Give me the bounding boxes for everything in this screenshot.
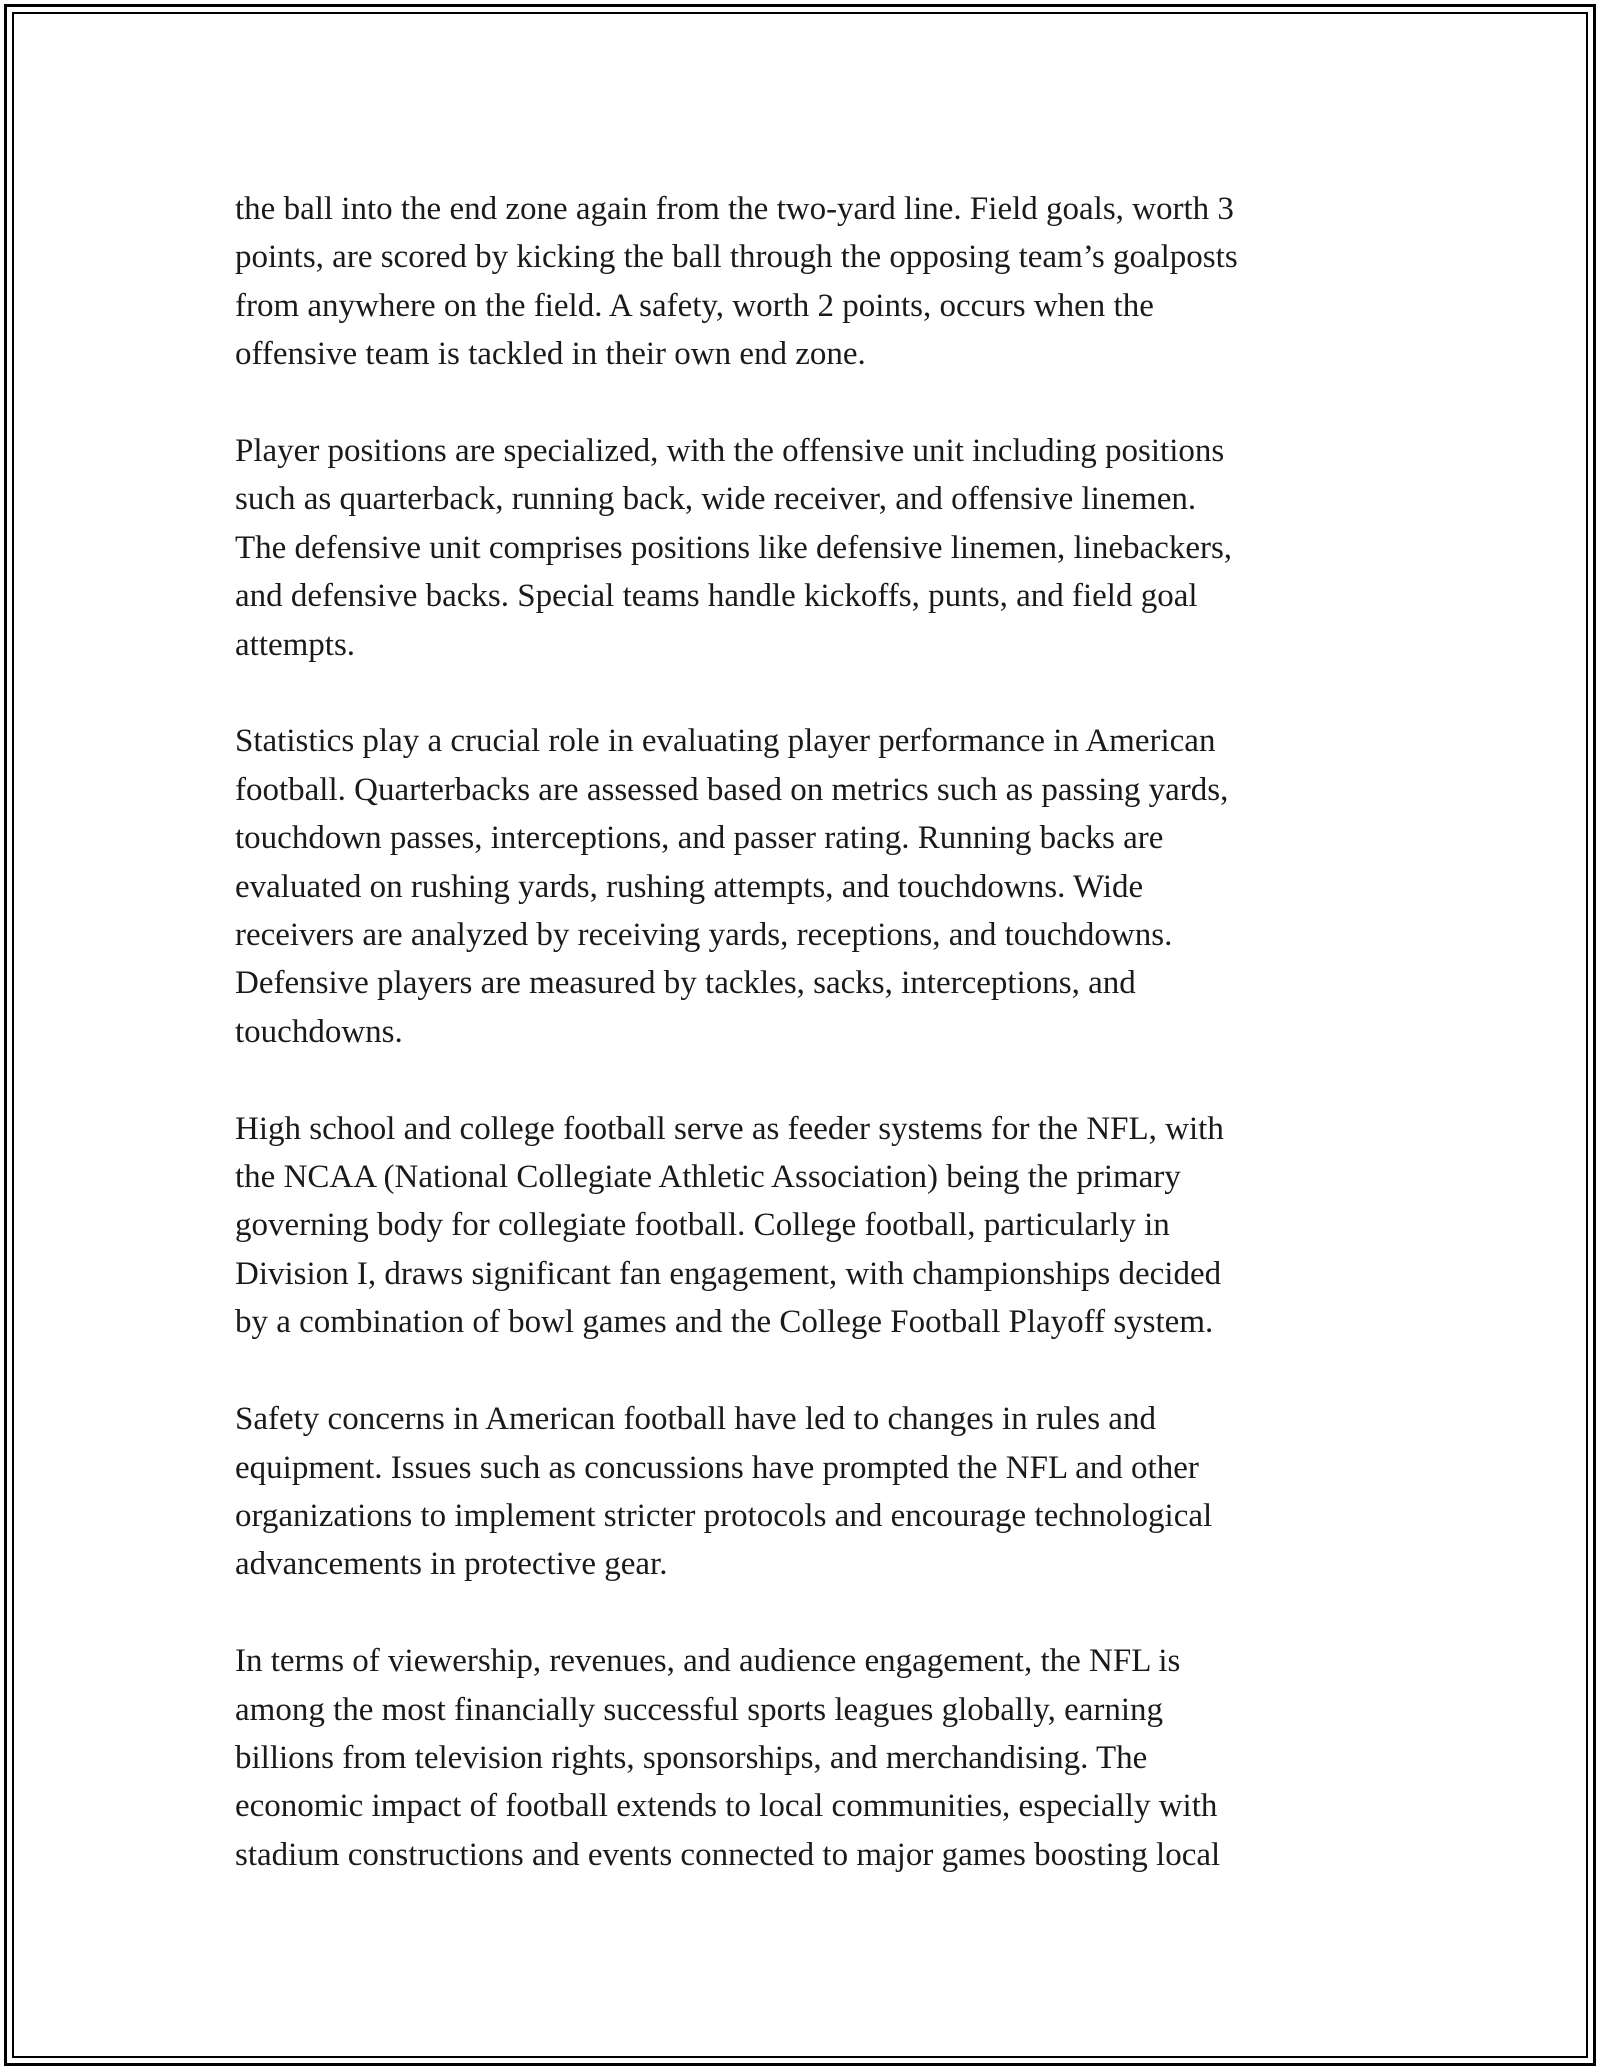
text-line: by a combination of bowl games and the College Football Playoff system. [235, 1304, 1214, 1341]
text-line: stadium constructions and events connected to major games boosting local [235, 1836, 1221, 1873]
text-line: among the most financially successful sports leagues globally, earning [235, 1691, 1164, 1728]
text-line: football. Quarterbacks are assessed based on metrics such as passing yards, [235, 771, 1229, 808]
paragraph-feeder-systems [235, 1105, 1365, 1347]
text-line: evaluated on rushing yards, rushing attempts, and touchdowns. Wide [235, 868, 1144, 905]
text-line: such as quarterback, running back, wide receiver, and offensive linemen. [235, 481, 1197, 518]
text-line: In terms of viewership, revenues, and audience engagement, the NFL is [235, 1643, 1181, 1680]
text-line: offensive team is tackled in their own end zone. [235, 336, 866, 373]
text-line: advancements in protective gear. [235, 1546, 668, 1583]
text-line: governing body for collegiate football. College football, particularly in [235, 1207, 1170, 1244]
text-line: and defensive backs. Special teams handle kickoffs, punts, and field goal [235, 578, 1198, 615]
text-line: receivers are analyzed by receiving yards, receptions, and touchdowns. [235, 917, 1173, 954]
text-line: from anywhere on the field. A safety, worth 2 points, occurs when the [235, 287, 1154, 324]
text-line: Safety concerns in American football have led to changes in rules and [235, 1401, 1156, 1438]
paragraph-player-positions [235, 427, 1365, 669]
text-line: equipment. Issues such as concussions have prompted the NFL and other [235, 1449, 1199, 1486]
text-line: Player positions are specialized, with the offensive unit including positions [235, 433, 1225, 470]
text-line: Defensive players are measured by tackles, sacks, interceptions, and [235, 965, 1136, 1002]
text-line: economic impact of football extends to local communities, especially with [235, 1788, 1218, 1825]
text-line: High school and college football serve as feeder systems for the NFL, with [235, 1110, 1224, 1147]
paragraph-statistics [235, 717, 1365, 1056]
paragraph-economics [235, 1637, 1365, 1879]
text-line: points, are scored by kicking the ball through the opposing team’s goalposts [235, 239, 1238, 276]
text-line: billions from television rights, sponsorships, and merchandising. The [235, 1739, 1148, 1776]
text-line: touchdown passes, interceptions, and passer rating. Running backs are [235, 820, 1164, 857]
text-line: the NCAA (National Collegiate Athletic Association) being the primary [235, 1159, 1181, 1196]
document-body [235, 185, 1365, 1928]
text-line: touchdowns. [235, 1013, 403, 1050]
text-line: Division I, draws significant fan engagement, with championships decided [235, 1255, 1222, 1292]
text-line: Statistics play a crucial role in evaluating player performance in American [235, 723, 1216, 760]
text-line: organizations to implement stricter protocols and encourage technological [235, 1497, 1213, 1534]
paragraph-scoring [235, 185, 1365, 379]
text-line: the ball into the end zone again from the two-yard line. Field goals, worth 3 [235, 191, 1234, 227]
text-line: The defensive unit comprises positions like defensive linemen, linebackers, [235, 529, 1233, 566]
paragraph-safety-concerns [235, 1395, 1365, 1589]
text-line: attempts. [235, 626, 356, 663]
